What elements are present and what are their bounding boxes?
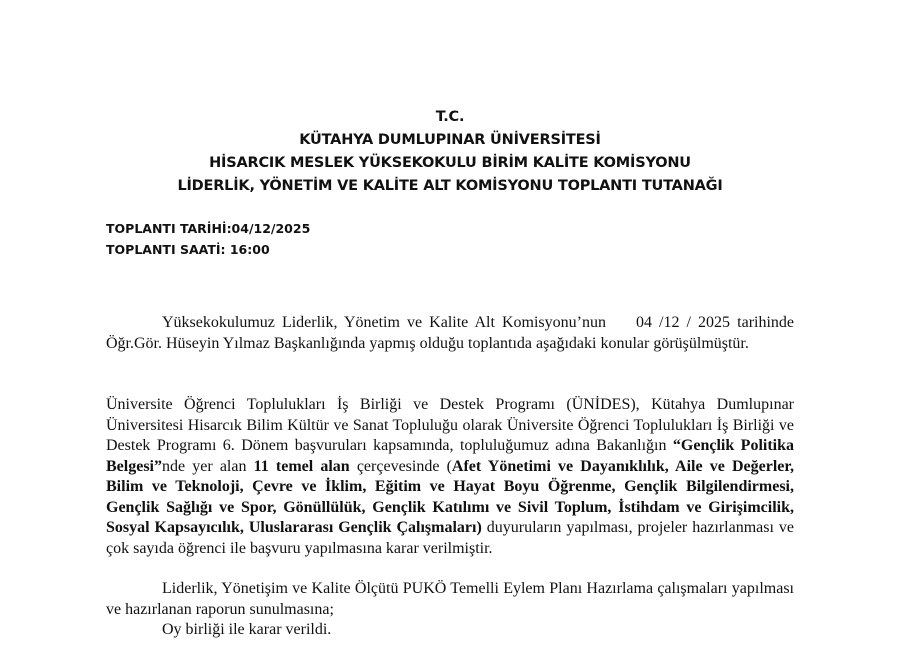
intro-lead: Yüksekokulumuz Liderlik, Yönetim ve Kalite Alt Komisyonu’nun (162, 314, 606, 331)
meeting-time: TOPLANTI SAATİ: 16:00 (106, 242, 270, 257)
core-areas-list: Afet Yönetimi ve Dayanıklılık, Aile ve Değerler, Bilim ve Teknoloji, Çevre ve İklim, Eğitim ve Hayat Boyu Öğrenme, Gençlik Bilgilendirmesi, Gençlik Sağlığı ve Spor, Gönüllülük, Gençlik Katılımı ve Sivil Toplum, İstihdam ve Girişimcilik, Sosyal Kapsayıcılık, Uluslararası Gençlik Çalışmaları) (106, 457, 795, 536)
intro-date: 04 /12 / 2025 (635, 314, 731, 331)
decision-text-3: çerçevesinde ( (349, 457, 452, 475)
decision-text-1: Üniversite Öğrenci Toplulukları İş Birliği ve Destek Programı (ÜNİDES), Kütahya Dumlupınar Üniversitesi Hisarcık Bilim Kültür ve Sanat Topluluğu olarak Üniversite Öğrenci Toplulukları İş Birliği ve Destek Programı 6. Dönem başvuruları kapsamında, topluluğumuz adına Bakanlığın (106, 396, 794, 454)
meeting-date: TOPLANTI TARİHİ:04/12/2025 (106, 221, 311, 236)
header-commission: HİSARCIK MESLEK YÜKSEKOKULU BİRİM KALİTE KOMİSYONU (209, 155, 691, 171)
header-document-title: LİDERLİK, YÖNETİM VE KALİTE ALT KOMİSYONU TOPLANTI TUTANAĞI (177, 178, 723, 194)
paragraph-decision (106, 395, 794, 559)
intro-rest: tarihinde Öğr.Gör. Hüseyin Yılmaz Başkanlığında yapmış olduğu toplantıda aşağıdaki konular görüşülmüştür. (106, 314, 795, 352)
meeting-meta (106, 218, 310, 260)
unanimous-decision: Oy birliği ile karar verildi. (162, 621, 332, 638)
paragraph-action-plan (106, 579, 794, 641)
header-tc: T.C. (435, 109, 465, 125)
header-university: KÜTAHYA DUMLUPINAR ÜNİVERSİTESİ (299, 132, 601, 148)
policy-document-name: “Gençlik Politika Belgesi” (106, 437, 795, 475)
paragraph-intro (106, 313, 794, 354)
action-plan-text: Liderlik, Yönetişim ve Kalite Ölçütü PUKÖ Temelli Eylem Planı Hazırlama çalışmaları yapılması ve hazırlanan raporun sunulmasına; (106, 580, 794, 618)
decision-text-2: nde yer alan (162, 457, 254, 475)
core-areas-count: 11 temel alan (253, 457, 350, 475)
decision-text-4: duyuruların yapılması, projeler hazırlanması ve çok sayıda öğrenci ile başvuru yapılmasına karar verilmiştir. (106, 519, 794, 557)
document-header (0, 106, 900, 198)
